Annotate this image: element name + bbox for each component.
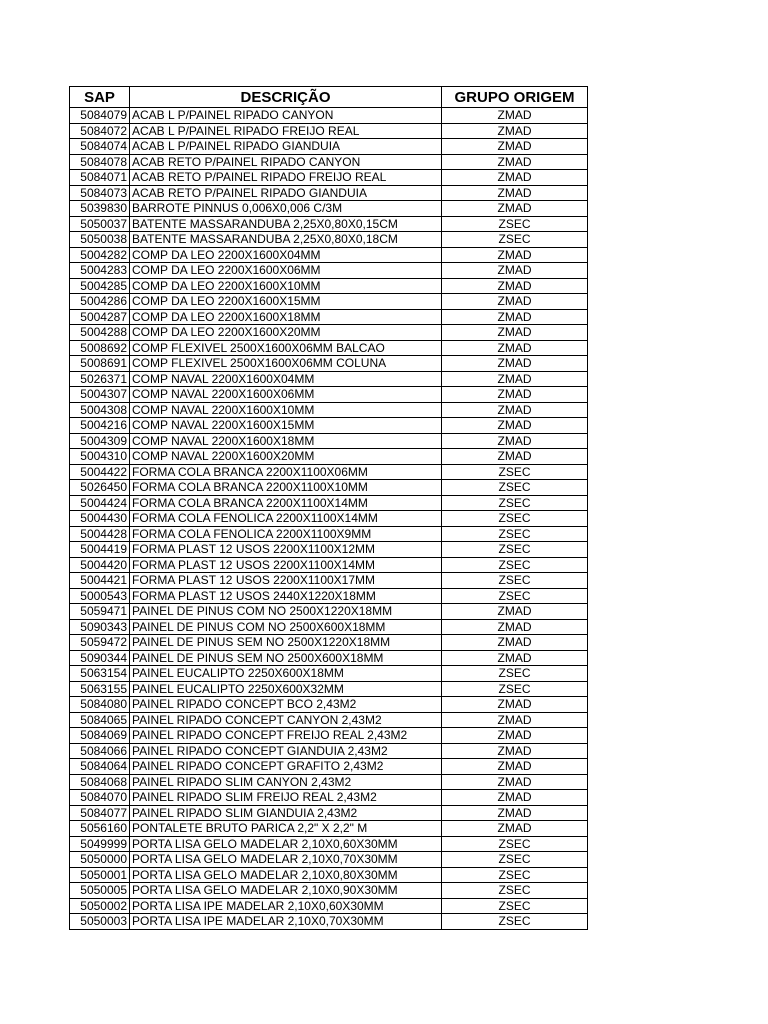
- table-row: [70, 371, 588, 387]
- sap-cell: 5084069: [70, 728, 130, 744]
- sap-cell: 5084068: [70, 774, 130, 790]
- descricao-cell: ACAB RETO P/PAINEL RIPADO CANYON: [130, 154, 442, 170]
- table-row: [70, 511, 588, 527]
- descricao-cell: PAINEL DE PINUS SEM NO 2500X1220X18MM: [130, 635, 442, 651]
- table-row: [70, 604, 588, 620]
- table-row: [70, 201, 588, 217]
- grupo-origem-cell: ZSEC: [442, 867, 588, 883]
- table-row: [70, 356, 588, 372]
- grupo-origem-cell: ZSEC: [442, 232, 588, 248]
- descricao-cell: COMP DA LEO 2200X1600X15MM: [130, 294, 442, 310]
- grupo-origem-cell: ZSEC: [442, 681, 588, 697]
- grupo-origem-cell: ZMAD: [442, 356, 588, 372]
- sap-cell: 5004310: [70, 449, 130, 465]
- grupo-origem-cell: ZMAD: [442, 418, 588, 434]
- descricao-cell: PAINEL RIPADO CONCEPT GRAFITO 2,43M2: [130, 759, 442, 775]
- descricao-cell: PAINEL RIPADO SLIM FREIJO REAL 2,43M2: [130, 790, 442, 806]
- descricao-cell: FORMA PLAST 12 USOS 2200X1100X14MM: [130, 557, 442, 573]
- grupo-origem-cell: ZMAD: [442, 201, 588, 217]
- table-row: [70, 278, 588, 294]
- table-row: [70, 914, 588, 930]
- descricao-cell: PAINEL RIPADO CONCEPT FREIJO REAL 2,43M2: [130, 728, 442, 744]
- sap-cell: 5004419: [70, 542, 130, 558]
- descricao-cell: BARROTE PINNUS 0,006X0,006 C/3M: [130, 201, 442, 217]
- table-row: [70, 697, 588, 713]
- grupo-origem-cell: ZMAD: [442, 387, 588, 403]
- sap-cell: 5084077: [70, 805, 130, 821]
- sap-cell: 5004285: [70, 278, 130, 294]
- table-row: [70, 883, 588, 899]
- grupo-origem-cell: ZMAD: [442, 759, 588, 775]
- table-row: [70, 712, 588, 728]
- table-row: [70, 325, 588, 341]
- descricao-cell: FORMA COLA BRANCA 2200X1100X14MM: [130, 495, 442, 511]
- table-row: [70, 449, 588, 465]
- table-header-row: [70, 87, 588, 108]
- sap-cell: 5059472: [70, 635, 130, 651]
- grupo-origem-cell: ZMAD: [442, 619, 588, 635]
- descricao-cell: COMP NAVAL 2200X1600X18MM: [130, 433, 442, 449]
- grupo-origem-cell: ZMAD: [442, 309, 588, 325]
- table-row: [70, 139, 588, 155]
- grupo-origem-cell: ZSEC: [442, 495, 588, 511]
- table-row: [70, 728, 588, 744]
- sap-cell: 5000543: [70, 588, 130, 604]
- table-row: [70, 759, 588, 775]
- grupo-origem-cell: ZMAD: [442, 697, 588, 713]
- table-row: [70, 123, 588, 139]
- table-row: [70, 216, 588, 232]
- descricao-cell: PAINEL RIPADO SLIM CANYON 2,43M2: [130, 774, 442, 790]
- table-row: [70, 666, 588, 682]
- sap-cell: 5026450: [70, 480, 130, 496]
- sap-cell: 5004309: [70, 433, 130, 449]
- sap-cell: 5084073: [70, 185, 130, 201]
- sap-cell: 5084080: [70, 697, 130, 713]
- grupo-origem-cell: ZSEC: [442, 666, 588, 682]
- sap-cell: 5050000: [70, 852, 130, 868]
- grupo-origem-cell: ZMAD: [442, 294, 588, 310]
- descricao-cell: FORMA COLA FENOLICA 2200X1100X14MM: [130, 511, 442, 527]
- sap-cell: 5050001: [70, 867, 130, 883]
- grupo-origem-cell: ZMAD: [442, 123, 588, 139]
- grupo-origem-cell: ZMAD: [442, 728, 588, 744]
- grupo-origem-cell: ZSEC: [442, 883, 588, 899]
- table-row: [70, 185, 588, 201]
- table-row: [70, 340, 588, 356]
- table-row: [70, 108, 588, 124]
- descricao-cell: FORMA PLAST 12 USOS 2440X1220X18MM: [130, 588, 442, 604]
- descricao-cell: ACAB L P/PAINEL RIPADO FREIJO REAL: [130, 123, 442, 139]
- descricao-cell: PAINEL EUCALIPTO 2250X600X32MM: [130, 681, 442, 697]
- table-row: [70, 588, 588, 604]
- descricao-cell: ACAB RETO P/PAINEL RIPADO FREIJO REAL: [130, 170, 442, 186]
- descricao-cell: COMP DA LEO 2200X1600X04MM: [130, 247, 442, 263]
- sap-cell: 5004282: [70, 247, 130, 263]
- table-row: [70, 821, 588, 837]
- grupo-origem-cell: ZSEC: [442, 557, 588, 573]
- descricao-cell: PAINEL DE PINUS COM NO 2500X1220X18MM: [130, 604, 442, 620]
- sap-cell: 5050038: [70, 232, 130, 248]
- sap-cell: 5063154: [70, 666, 130, 682]
- descricao-cell: PORTA LISA IPE MADELAR 2,10X0,70X30MM: [130, 914, 442, 930]
- grupo-origem-cell: ZMAD: [442, 743, 588, 759]
- table-row: [70, 418, 588, 434]
- descricao-cell: PORTA LISA IPE MADELAR 2,10X0,60X30MM: [130, 898, 442, 914]
- sap-cell: 5084066: [70, 743, 130, 759]
- table-row: [70, 790, 588, 806]
- sap-cell: 5004307: [70, 387, 130, 403]
- table-row: [70, 433, 588, 449]
- grupo-origem-cell: ZSEC: [442, 511, 588, 527]
- grupo-origem-cell: ZMAD: [442, 805, 588, 821]
- sap-cell: 5050037: [70, 216, 130, 232]
- descricao-cell: PONTALETE BRUTO PARICA 2,2" X 2,2" M: [130, 821, 442, 837]
- sap-cell: 5039830: [70, 201, 130, 217]
- grupo-origem-cell: ZSEC: [442, 852, 588, 868]
- descricao-cell: COMP FLEXIVEL 2500X1600X06MM COLUNA: [130, 356, 442, 372]
- sap-cell: 5050002: [70, 898, 130, 914]
- grupo-origem-cell: ZSEC: [442, 898, 588, 914]
- grupo-origem-cell: ZMAD: [442, 247, 588, 263]
- grupo-origem-cell: ZMAD: [442, 139, 588, 155]
- grupo-origem-cell: ZMAD: [442, 325, 588, 341]
- sap-cell: 5004287: [70, 309, 130, 325]
- table-row: [70, 774, 588, 790]
- descricao-cell: COMP DA LEO 2200X1600X06MM: [130, 263, 442, 279]
- sap-cell: 5026371: [70, 371, 130, 387]
- descricao-cell: COMP DA LEO 2200X1600X18MM: [130, 309, 442, 325]
- table-row: [70, 619, 588, 635]
- table-row: [70, 464, 588, 480]
- sap-cell: 5004288: [70, 325, 130, 341]
- sap-cell: 5084078: [70, 154, 130, 170]
- sap-cell: 5004428: [70, 526, 130, 542]
- descricao-cell: PAINEL RIPADO CONCEPT CANYON 2,43M2: [130, 712, 442, 728]
- descricao-cell: PORTA LISA GELO MADELAR 2,10X0,90X30MM: [130, 883, 442, 899]
- sap-cell: 5004216: [70, 418, 130, 434]
- sap-cell: 5050005: [70, 883, 130, 899]
- table-row: [70, 836, 588, 852]
- sap-cell: 5004308: [70, 402, 130, 418]
- table-row: [70, 743, 588, 759]
- table-row: [70, 247, 588, 263]
- grupo-origem-cell: ZMAD: [442, 790, 588, 806]
- grupo-origem-cell: ZSEC: [442, 573, 588, 589]
- grupo-origem-cell: ZMAD: [442, 278, 588, 294]
- grupo-origem-cell: ZSEC: [442, 542, 588, 558]
- grupo-origem-cell: ZMAD: [442, 433, 588, 449]
- descricao-cell: COMP NAVAL 2200X1600X04MM: [130, 371, 442, 387]
- header-sap: SAP: [70, 87, 130, 108]
- descricao-cell: PORTA LISA GELO MADELAR 2,10X0,70X30MM: [130, 852, 442, 868]
- descricao-cell: COMP NAVAL 2200X1600X10MM: [130, 402, 442, 418]
- grupo-origem-cell: ZSEC: [442, 588, 588, 604]
- grupo-origem-cell: ZMAD: [442, 604, 588, 620]
- grupo-origem-cell: ZMAD: [442, 263, 588, 279]
- descricao-cell: PORTA LISA GELO MADELAR 2,10X0,80X30MM: [130, 867, 442, 883]
- sap-cell: 5084070: [70, 790, 130, 806]
- table-row: [70, 294, 588, 310]
- sap-cell: 5049999: [70, 836, 130, 852]
- grupo-origem-cell: ZMAD: [442, 635, 588, 651]
- grupo-origem-cell: ZMAD: [442, 402, 588, 418]
- sap-cell: 5050003: [70, 914, 130, 930]
- descricao-cell: FORMA COLA BRANCA 2200X1100X10MM: [130, 480, 442, 496]
- descricao-cell: COMP DA LEO 2200X1600X10MM: [130, 278, 442, 294]
- grupo-origem-cell: ZMAD: [442, 650, 588, 666]
- sap-cell: 5004424: [70, 495, 130, 511]
- sap-cell: 5004422: [70, 464, 130, 480]
- grupo-origem-cell: ZMAD: [442, 371, 588, 387]
- table-row: [70, 635, 588, 651]
- descricao-cell: FORMA COLA FENOLICA 2200X1100X9MM: [130, 526, 442, 542]
- table-row: [70, 650, 588, 666]
- table-row: [70, 309, 588, 325]
- sap-cell: 5059471: [70, 604, 130, 620]
- table-row: [70, 852, 588, 868]
- descricao-cell: FORMA PLAST 12 USOS 2200X1100X12MM: [130, 542, 442, 558]
- sap-cell: 5004421: [70, 573, 130, 589]
- grupo-origem-cell: ZMAD: [442, 712, 588, 728]
- sap-cell: 5084071: [70, 170, 130, 186]
- grupo-origem-cell: ZSEC: [442, 464, 588, 480]
- sap-cell: 5084079: [70, 108, 130, 124]
- sap-cell: 5004283: [70, 263, 130, 279]
- sap-cell: 5063155: [70, 681, 130, 697]
- grupo-origem-cell: ZMAD: [442, 774, 588, 790]
- descricao-cell: FORMA PLAST 12 USOS 2200X1100X17MM: [130, 573, 442, 589]
- descricao-cell: BATENTE MASSARANDUBA 2,25X0,80X0,18CM: [130, 232, 442, 248]
- table-row: [70, 387, 588, 403]
- sap-cell: 5084072: [70, 123, 130, 139]
- sap-cell: 5004430: [70, 511, 130, 527]
- descricao-cell: PAINEL RIPADO CONCEPT BCO 2,43M2: [130, 697, 442, 713]
- sap-cell: 5004286: [70, 294, 130, 310]
- grupo-origem-cell: ZMAD: [442, 340, 588, 356]
- sap-cell: 5056160: [70, 821, 130, 837]
- table-row: [70, 573, 588, 589]
- descricao-cell: COMP NAVAL 2200X1600X20MM: [130, 449, 442, 465]
- descricao-cell: ACAB L P/PAINEL RIPADO GIANDUIA: [130, 139, 442, 155]
- table-row: [70, 263, 588, 279]
- grupo-origem-cell: ZMAD: [442, 170, 588, 186]
- table-body: [70, 108, 588, 930]
- grupo-origem-cell: ZMAD: [442, 154, 588, 170]
- table-row: [70, 170, 588, 186]
- sap-cell: 5084074: [70, 139, 130, 155]
- grupo-origem-cell: ZSEC: [442, 526, 588, 542]
- grupo-origem-cell: ZMAD: [442, 821, 588, 837]
- sap-cell: 5084064: [70, 759, 130, 775]
- sap-cell: 5090343: [70, 619, 130, 635]
- table-row: [70, 402, 588, 418]
- table-row: [70, 495, 588, 511]
- grupo-origem-cell: ZSEC: [442, 216, 588, 232]
- sap-cell: 5004420: [70, 557, 130, 573]
- descricao-cell: ACAB RETO P/PAINEL RIPADO GIANDUIA: [130, 185, 442, 201]
- table-row: [70, 480, 588, 496]
- sap-cell: 5090344: [70, 650, 130, 666]
- header-grupo-origem: GRUPO ORIGEM: [442, 87, 588, 108]
- product-table: [69, 86, 588, 930]
- grupo-origem-cell: ZSEC: [442, 914, 588, 930]
- descricao-cell: PAINEL EUCALIPTO 2250X600X18MM: [130, 666, 442, 682]
- grupo-origem-cell: ZMAD: [442, 185, 588, 201]
- descricao-cell: PAINEL DE PINUS COM NO 2500X600X18MM: [130, 619, 442, 635]
- table-row: [70, 557, 588, 573]
- descricao-cell: PAINEL RIPADO CONCEPT GIANDUIA 2,43M2: [130, 743, 442, 759]
- sap-cell: 5008692: [70, 340, 130, 356]
- table-row: [70, 542, 588, 558]
- descricao-cell: BATENTE MASSARANDUBA 2,25X0,80X0,15CM: [130, 216, 442, 232]
- descricao-cell: FORMA COLA BRANCA 2200X1100X06MM: [130, 464, 442, 480]
- grupo-origem-cell: ZMAD: [442, 449, 588, 465]
- table-row: [70, 526, 588, 542]
- descricao-cell: COMP FLEXIVEL 2500X1600X06MM BALCAO: [130, 340, 442, 356]
- sap-cell: 5084065: [70, 712, 130, 728]
- descricao-cell: PAINEL DE PINUS SEM NO 2500X600X18MM: [130, 650, 442, 666]
- descricao-cell: PAINEL RIPADO SLIM GIANDUIA 2,43M2: [130, 805, 442, 821]
- table-row: [70, 867, 588, 883]
- descricao-cell: COMP NAVAL 2200X1600X15MM: [130, 418, 442, 434]
- descricao-cell: ACAB L P/PAINEL RIPADO CANYON: [130, 108, 442, 124]
- sap-cell: 5008691: [70, 356, 130, 372]
- descricao-cell: PORTA LISA GELO MADELAR 2,10X0,60X30MM: [130, 836, 442, 852]
- table-row: [70, 805, 588, 821]
- table-row: [70, 154, 588, 170]
- grupo-origem-cell: ZSEC: [442, 836, 588, 852]
- table-row: [70, 898, 588, 914]
- table-row: [70, 681, 588, 697]
- grupo-origem-cell: ZMAD: [442, 108, 588, 124]
- grupo-origem-cell: ZSEC: [442, 480, 588, 496]
- descricao-cell: COMP DA LEO 2200X1600X20MM: [130, 325, 442, 341]
- table-row: [70, 232, 588, 248]
- header-descricao: DESCRIÇÃO: [130, 87, 442, 108]
- descricao-cell: COMP NAVAL 2200X1600X06MM: [130, 387, 442, 403]
